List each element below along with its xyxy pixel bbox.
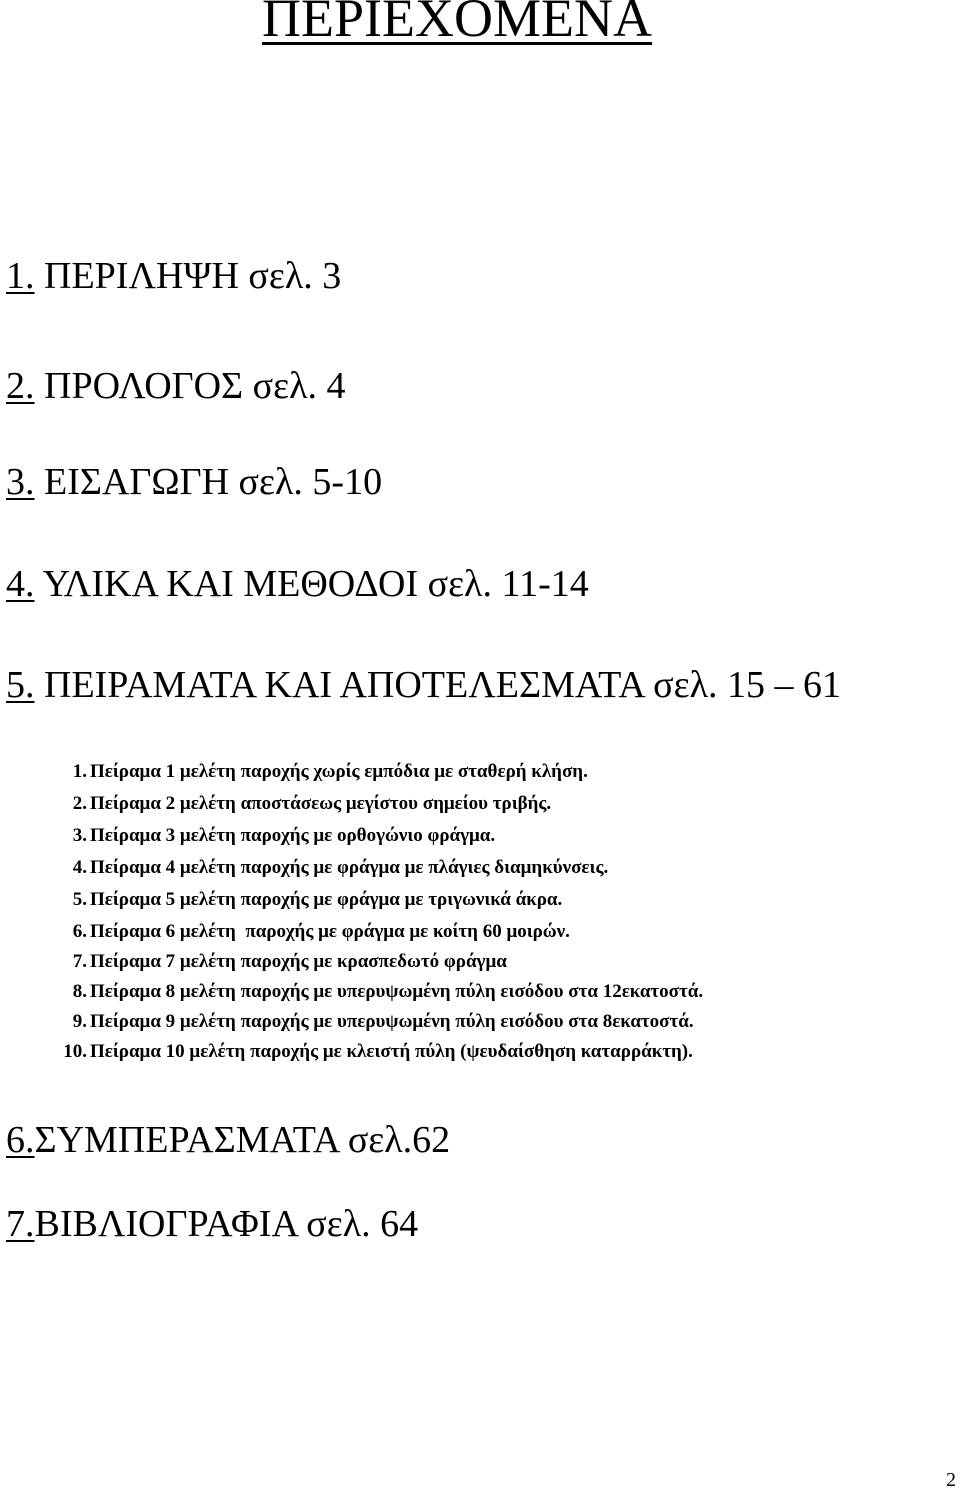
toc-section-number: 3. <box>6 461 35 503</box>
toc-section-text: ΠΕΙΡΑΜΑΤΑ ΚΑΙ ΑΠΟΤΕΛΕΣΜΑΤΑ σελ. 15 – 61 <box>34 664 842 706</box>
experiment-text: Πείραμα 5 μελέτη παροχής με φράγμα με τριγωνικά άκρα. <box>90 889 563 910</box>
toc-section-3 <box>6 460 382 504</box>
toc-section-text: ΠΡΟΛΟΓΟΣ σελ. 4 <box>34 365 346 407</box>
page-title: ΠΕΡΙΕΧΟΜΕΝΑ <box>262 0 652 48</box>
experiment-text: Πείραμα 8 μελέτη παροχής με υπερυψωμένη πύλη εισόδου στα 12εκατοστά. <box>90 981 704 1002</box>
toc-section-text: ΣΥΜΠΕΡΑΣΜΑΤΑ σελ.62 <box>34 1119 451 1161</box>
experiment-number: 3. <box>72 825 87 846</box>
toc-section-number: 5. <box>6 664 35 706</box>
toc-section-text: ΥΛΙΚΑ ΚΑΙ ΜΕΘΟΔΟΙ σελ. 11-14 <box>34 563 589 605</box>
toc-experiment-9 <box>0 1010 950 1034</box>
toc-section-5 <box>6 664 926 706</box>
toc-experiment-10 <box>0 1040 950 1064</box>
toc-section-6 <box>6 1118 450 1162</box>
toc-section-4 <box>6 562 589 606</box>
toc-experiment-4 <box>0 856 950 880</box>
experiment-number: 2. <box>72 793 87 814</box>
toc-section-number: 4. <box>6 563 35 605</box>
toc-section-2 <box>6 364 346 408</box>
toc-experiment-5 <box>0 888 950 912</box>
page-number: 2 <box>946 1469 956 1491</box>
toc-section-number: 2. <box>6 365 35 407</box>
experiment-text: Πείραμα 6 μελέτη παροχής με φράγμα με κοίτη 60 μοιρών. <box>90 921 570 942</box>
experiment-number: 10. <box>63 1041 87 1062</box>
experiment-text: Πείραμα 4 μελέτη παροχής με φράγμα με πλάγιες διαμηκύνσεις. <box>90 857 609 878</box>
experiment-number: 9. <box>72 1011 87 1032</box>
toc-experiment-3 <box>0 824 950 848</box>
experiment-number: 1. <box>72 761 87 782</box>
experiment-number: 5. <box>72 889 87 910</box>
experiment-number: 4. <box>72 857 87 878</box>
experiment-text: Πείραμα 3 μελέτη παροχής με ορθογώνιο φράγμα. <box>90 825 496 846</box>
toc-section-number: 6. <box>6 1119 35 1161</box>
toc-experiment-8 <box>0 980 950 1004</box>
experiment-number: 6. <box>72 921 87 942</box>
experiment-text: Πείραμα 9 μελέτη παροχής με υπερυψωμένη πύλη εισόδου στα 8εκατοστά. <box>90 1011 694 1032</box>
experiment-text: Πείραμα 1 μελέτη παροχής χωρίς εμπόδια με σταθερή κλήση. <box>90 761 588 782</box>
toc-section-text: ΠΕΡΙΛΗΨΗ σελ. 3 <box>34 255 342 297</box>
experiment-number: 8. <box>72 981 87 1002</box>
experiment-text: Πείραμα 7 μελέτη παροχής με κρασπεδωτό φράγμα <box>90 951 507 972</box>
toc-section-number: 7. <box>6 1203 35 1245</box>
toc-section-number: 1. <box>6 255 35 297</box>
toc-section-text: ΒΙΒΛΙΟΓΡΑΦΙΑ σελ. 64 <box>34 1203 419 1245</box>
toc-section-text: ΕΙΣΑΓΩΓΗ σελ. 5-10 <box>34 461 383 503</box>
toc-experiment-1 <box>0 760 950 784</box>
toc-section-1 <box>6 254 341 298</box>
toc-section-7 <box>6 1202 418 1246</box>
toc-experiment-6 <box>0 920 950 944</box>
toc-experiment-2 <box>0 792 950 816</box>
experiment-text: Πείραμα 10 μελέτη παροχής με κλειστή πύλη (ψευδαίσθηση καταρράκτη). <box>90 1041 693 1062</box>
toc-experiment-7 <box>0 950 950 974</box>
experiment-number: 7. <box>72 951 87 972</box>
experiment-text: Πείραμα 2 μελέτη αποστάσεως μεγίστου σημείου τριβής. <box>90 793 552 814</box>
